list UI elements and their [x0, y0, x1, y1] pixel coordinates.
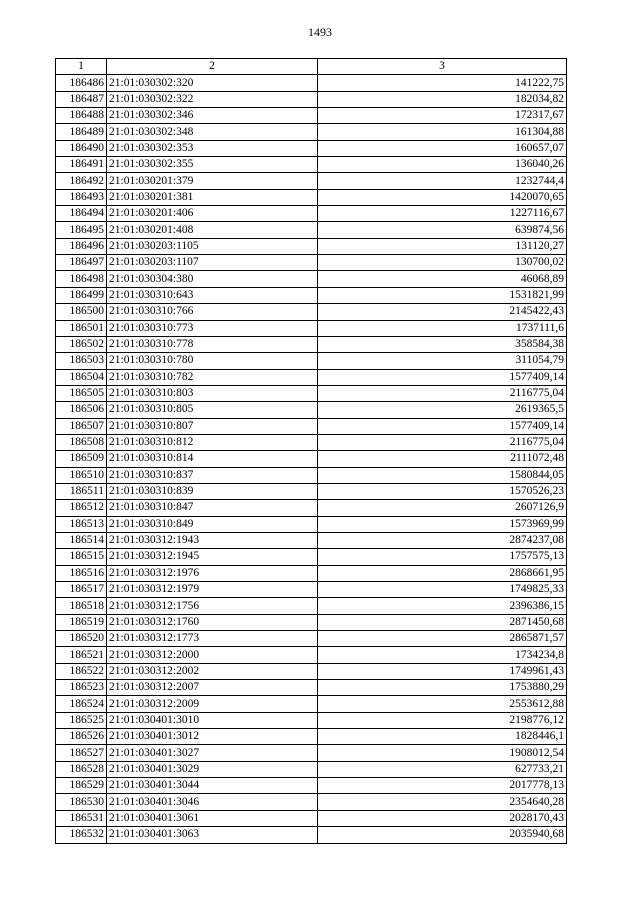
value-cell: 172317,67	[318, 108, 567, 124]
cadastral-number-cell: 21:01:030201:381	[107, 189, 318, 205]
value-cell: 141222,75	[318, 75, 567, 91]
table-row	[56, 140, 567, 156]
row-number-cell: 186499	[56, 287, 107, 303]
page-number: 1493	[308, 25, 332, 39]
row-number-cell: 186528	[56, 761, 107, 777]
cadastral-number-cell: 21:01:030312:1943	[107, 532, 318, 548]
cadastral-number-cell: 21:01:030310:643	[107, 287, 318, 303]
row-number-cell: 186511	[56, 483, 107, 499]
cadastral-number-cell: 21:01:030310:778	[107, 336, 318, 352]
table-row	[56, 222, 567, 238]
cadastral-number-cell: 21:01:030310:805	[107, 402, 318, 418]
row-number-cell: 186504	[56, 369, 107, 385]
row-number-cell: 186517	[56, 582, 107, 598]
value-cell: 1573969,99	[318, 516, 567, 532]
value-cell: 2553612,88	[318, 696, 567, 712]
value-cell: 2116775,04	[318, 385, 567, 401]
cadastral-number-cell: 21:01:030302:355	[107, 157, 318, 173]
row-number-cell: 186487	[56, 91, 107, 107]
cadastral-number-cell: 21:01:030401:3027	[107, 745, 318, 761]
cadastral-number-cell: 21:01:030310:766	[107, 304, 318, 320]
table-row	[56, 483, 567, 499]
cadastral-number-cell: 21:01:030312:2000	[107, 647, 318, 663]
value-cell: 131120,27	[318, 238, 567, 254]
row-number-cell: 186510	[56, 467, 107, 483]
cadastral-number-cell: 21:01:030310:780	[107, 353, 318, 369]
value-cell: 627733,21	[318, 761, 567, 777]
row-number-cell: 186489	[56, 124, 107, 140]
row-number-cell: 186505	[56, 385, 107, 401]
table-row	[56, 680, 567, 696]
value-cell: 2874237,08	[318, 532, 567, 548]
table-row	[56, 778, 567, 794]
cadastral-number-cell: 21:01:030401:3063	[107, 827, 318, 843]
value-cell: 161304,88	[318, 124, 567, 140]
cadastral-number-cell: 21:01:030302:346	[107, 108, 318, 124]
row-number-cell: 186508	[56, 434, 107, 450]
value-cell: 1828446,1	[318, 729, 567, 745]
cadastral-number-cell: 21:01:030312:2002	[107, 663, 318, 679]
row-number-cell: 186492	[56, 173, 107, 189]
table-row	[56, 418, 567, 434]
value-cell: 1757575,13	[318, 549, 567, 565]
row-number-cell: 186486	[56, 75, 107, 91]
cadastral-number-cell: 21:01:030302:322	[107, 91, 318, 107]
cadastral-number-cell: 21:01:030401:3010	[107, 712, 318, 728]
table-row	[56, 385, 567, 401]
value-cell: 2028170,43	[318, 810, 567, 826]
value-cell: 160657,07	[318, 140, 567, 156]
value-cell: 1908012,54	[318, 745, 567, 761]
value-cell: 182034,82	[318, 91, 567, 107]
table-row	[56, 516, 567, 532]
cadastral-number-cell: 21:01:030310:839	[107, 483, 318, 499]
row-number-cell: 186527	[56, 745, 107, 761]
table-row	[56, 532, 567, 548]
table-row	[56, 467, 567, 483]
row-number-cell: 186500	[56, 304, 107, 320]
table-row	[56, 75, 567, 91]
row-number-cell: 186524	[56, 696, 107, 712]
row-number-cell: 186493	[56, 189, 107, 205]
value-cell: 2017778,13	[318, 778, 567, 794]
row-number-cell: 186503	[56, 353, 107, 369]
value-cell: 1577409,14	[318, 369, 567, 385]
row-number-cell: 186531	[56, 810, 107, 826]
value-cell: 2116775,04	[318, 434, 567, 450]
cadastral-number-cell: 21:01:030201:379	[107, 173, 318, 189]
value-cell: 1570526,23	[318, 483, 567, 499]
cadastral-number-cell: 21:01:030312:1773	[107, 631, 318, 647]
table-row	[56, 173, 567, 189]
row-number-cell: 186490	[56, 140, 107, 156]
table-row	[56, 108, 567, 124]
table-row	[56, 663, 567, 679]
table-row	[56, 336, 567, 352]
table-body	[56, 75, 567, 843]
table-row	[56, 810, 567, 826]
table-row	[56, 369, 567, 385]
table-row	[56, 255, 567, 271]
table-row	[56, 500, 567, 516]
cadastral-number-cell: 21:01:030310:814	[107, 451, 318, 467]
table-row	[56, 712, 567, 728]
value-cell: 2145422,43	[318, 304, 567, 320]
row-number-cell: 186502	[56, 336, 107, 352]
value-cell: 1753880,29	[318, 680, 567, 696]
value-cell: 2868661,95	[318, 565, 567, 581]
value-cell: 1737111,6	[318, 320, 567, 336]
row-number-cell: 186501	[56, 320, 107, 336]
row-number-cell: 186525	[56, 712, 107, 728]
row-number-cell: 186496	[56, 238, 107, 254]
value-cell: 1580844,05	[318, 467, 567, 483]
cadastral-number-cell: 21:01:030302:353	[107, 140, 318, 156]
cadastral-number-cell: 21:01:030401:3012	[107, 729, 318, 745]
row-number-cell: 186509	[56, 451, 107, 467]
row-number-cell: 186494	[56, 206, 107, 222]
row-number-cell: 186519	[56, 614, 107, 630]
cadastral-number-cell: 21:01:030201:408	[107, 222, 318, 238]
value-cell: 1232744,4	[318, 173, 567, 189]
table-row	[56, 434, 567, 450]
table-row	[56, 402, 567, 418]
cadastral-number-cell: 21:01:030312:1945	[107, 549, 318, 565]
table-row	[56, 304, 567, 320]
table-row	[56, 745, 567, 761]
row-number-cell: 186526	[56, 729, 107, 745]
table-row	[56, 827, 567, 843]
row-number-cell: 186522	[56, 663, 107, 679]
value-cell: 1577409,14	[318, 418, 567, 434]
cadastral-number-cell: 21:01:030201:406	[107, 206, 318, 222]
table-row	[56, 320, 567, 336]
column-header-3: 3	[318, 59, 567, 75]
cadastral-number-cell: 21:01:030401:3044	[107, 778, 318, 794]
value-cell: 2111072,48	[318, 451, 567, 467]
value-cell: 311054,79	[318, 353, 567, 369]
row-number-cell: 186514	[56, 532, 107, 548]
row-number-cell: 186513	[56, 516, 107, 532]
column-header-2: 2	[107, 59, 318, 75]
value-cell: 1749961,43	[318, 663, 567, 679]
cadastral-number-cell: 21:01:030310:773	[107, 320, 318, 336]
table-row	[56, 238, 567, 254]
row-number-cell: 186529	[56, 778, 107, 794]
data-table	[55, 58, 567, 844]
row-number-cell: 186488	[56, 108, 107, 124]
value-cell: 2354640,28	[318, 794, 567, 810]
table-row	[56, 565, 567, 581]
value-cell: 1420070,65	[318, 189, 567, 205]
table-row	[56, 157, 567, 173]
cadastral-number-cell: 21:01:030312:2009	[107, 696, 318, 712]
cadastral-number-cell: 21:01:030401:3061	[107, 810, 318, 826]
table-row	[56, 696, 567, 712]
table-row	[56, 582, 567, 598]
value-cell: 358584,38	[318, 336, 567, 352]
row-number-cell: 186518	[56, 598, 107, 614]
cadastral-number-cell: 21:01:030302:320	[107, 75, 318, 91]
row-number-cell: 186515	[56, 549, 107, 565]
cadastral-number-cell: 21:01:030310:849	[107, 516, 318, 532]
value-cell: 2865871,57	[318, 631, 567, 647]
value-cell: 2035940,68	[318, 827, 567, 843]
cadastral-number-cell: 21:01:030310:847	[107, 500, 318, 516]
table-row	[56, 271, 567, 287]
value-cell: 2619365,5	[318, 402, 567, 418]
cadastral-number-cell: 21:01:030310:807	[107, 418, 318, 434]
column-header-1: 1	[56, 59, 107, 75]
cadastral-number-cell: 21:01:030312:1756	[107, 598, 318, 614]
row-number-cell: 186507	[56, 418, 107, 434]
value-cell: 2871450,68	[318, 614, 567, 630]
value-cell: 1749825,33	[318, 582, 567, 598]
row-number-cell: 186497	[56, 255, 107, 271]
row-number-cell: 186521	[56, 647, 107, 663]
value-cell: 2198776,12	[318, 712, 567, 728]
cadastral-number-cell: 21:01:030310:812	[107, 434, 318, 450]
value-cell: 130700,02	[318, 255, 567, 271]
cadastral-number-cell: 21:01:030304:380	[107, 271, 318, 287]
table-row	[56, 794, 567, 810]
table-row	[56, 189, 567, 205]
row-number-cell: 186516	[56, 565, 107, 581]
value-cell: 1531821,99	[318, 287, 567, 303]
cadastral-number-cell: 21:01:030203:1105	[107, 238, 318, 254]
table-row	[56, 598, 567, 614]
row-number-cell: 186491	[56, 157, 107, 173]
table-header-row	[56, 59, 567, 75]
table-row	[56, 631, 567, 647]
cadastral-number-cell: 21:01:030312:2007	[107, 680, 318, 696]
table-row	[56, 206, 567, 222]
table-row	[56, 353, 567, 369]
value-cell: 1227116,67	[318, 206, 567, 222]
cadastral-number-cell: 21:01:030310:837	[107, 467, 318, 483]
cadastral-number-cell: 21:01:030203:1107	[107, 255, 318, 271]
table-row	[56, 729, 567, 745]
row-number-cell: 186495	[56, 222, 107, 238]
table-row	[56, 91, 567, 107]
value-cell: 2396386,15	[318, 598, 567, 614]
cadastral-number-cell: 21:01:030302:348	[107, 124, 318, 140]
cadastral-number-cell: 21:01:030312:1976	[107, 565, 318, 581]
cadastral-number-cell: 21:01:030310:782	[107, 369, 318, 385]
table-row	[56, 124, 567, 140]
row-number-cell: 186512	[56, 500, 107, 516]
row-number-cell: 186520	[56, 631, 107, 647]
table-row	[56, 451, 567, 467]
row-number-cell: 186523	[56, 680, 107, 696]
table-row	[56, 287, 567, 303]
table-row	[56, 761, 567, 777]
row-number-cell: 186532	[56, 827, 107, 843]
table-row	[56, 549, 567, 565]
row-number-cell: 186530	[56, 794, 107, 810]
row-number-cell: 186498	[56, 271, 107, 287]
cadastral-number-cell: 21:01:030312:1979	[107, 582, 318, 598]
row-number-cell: 186506	[56, 402, 107, 418]
table-row	[56, 647, 567, 663]
value-cell: 1734234,8	[318, 647, 567, 663]
value-cell: 46068,89	[318, 271, 567, 287]
value-cell: 639874,56	[318, 222, 567, 238]
cadastral-number-cell: 21:01:030401:3046	[107, 794, 318, 810]
value-cell: 2607126,9	[318, 500, 567, 516]
value-cell: 136040,26	[318, 157, 567, 173]
table-row	[56, 614, 567, 630]
cadastral-number-cell: 21:01:030401:3029	[107, 761, 318, 777]
cadastral-number-cell: 21:01:030310:803	[107, 385, 318, 401]
cadastral-number-cell: 21:01:030312:1760	[107, 614, 318, 630]
